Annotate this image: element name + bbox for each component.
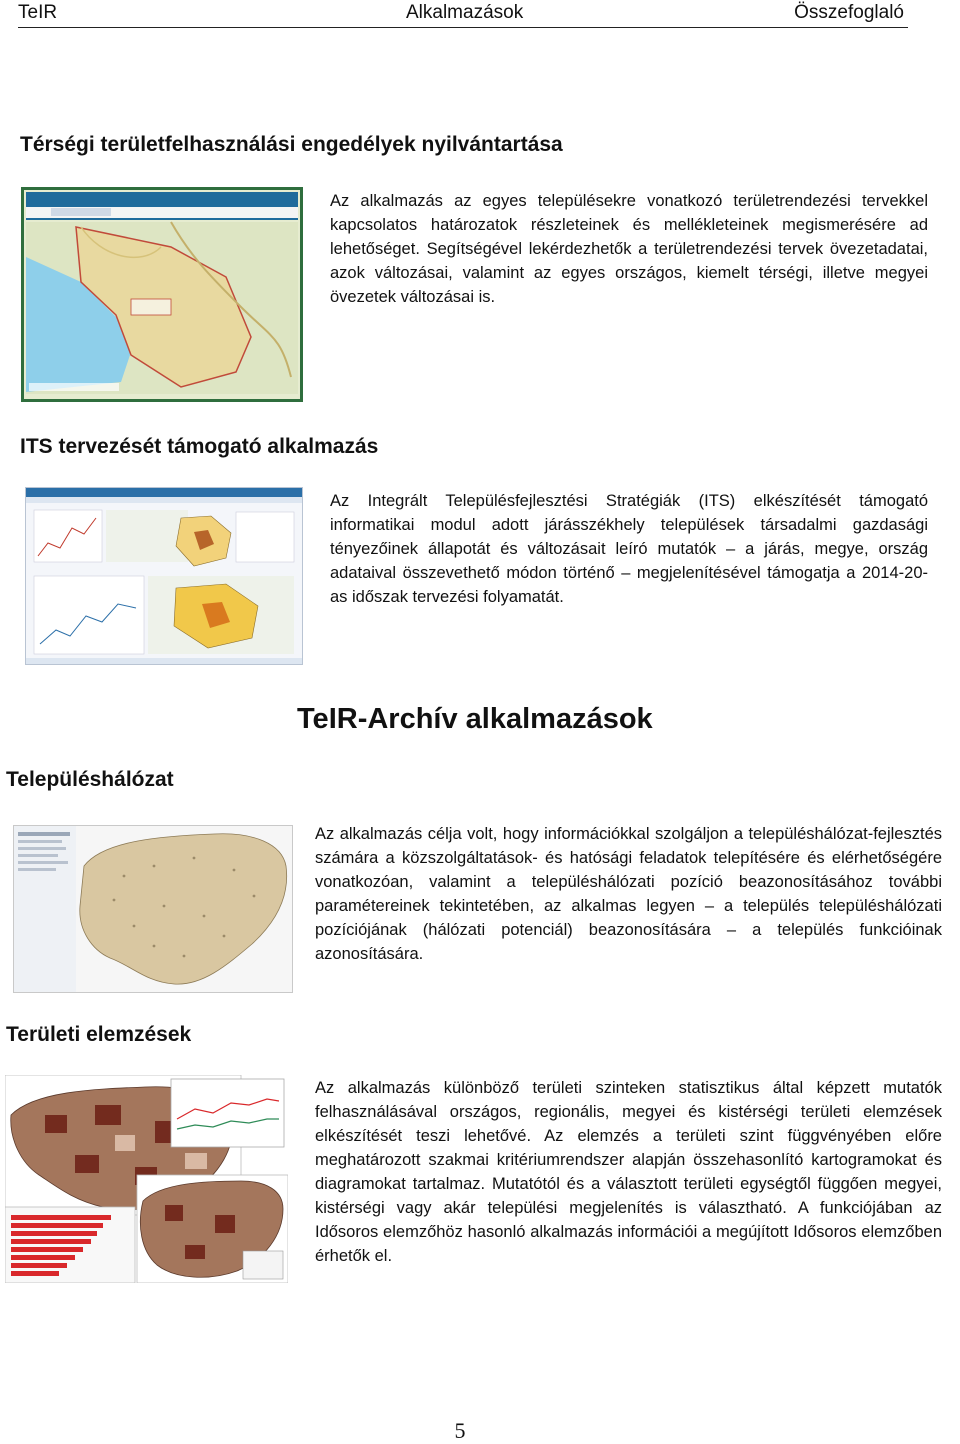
header-left-text: TeIR bbox=[18, 2, 58, 23]
running-header bbox=[18, 0, 908, 28]
section-text-regional-analysis: Az alkalmazás különböző területi szinteken statisztikus által képzett mutatók felhasználásával országos, regionális, megyei és kistérségi területi elemzések elkészítését teszi lehetővé. Az elemzés a területi szint függvényében előre meghatározott szakmai kritériumrendszer alapján összehasonlító kartogramokat és diagramokat tartalmaz. Mutatótól és a választott területi egységtől függően megyei, kistérségi vagy akár települési megjelenítés is választható. A funkciójában az Idősoros elemzőhöz hasonló alkalmazás információi a megújított Idősoros elemzőben érhetők el. bbox=[315, 1079, 942, 1265]
regional-analysis-screenshot bbox=[5, 1075, 288, 1283]
zoning-map-screenshot bbox=[21, 187, 303, 402]
section-text-zoning-permits: Az alkalmazás az egyes településekre vonatkozó területrendezési tervekkel kapcsolatos határozatok részleteinek és mellékleteinek megismerésére ad lehetőséget. Segítségével lekérdezhetők a területrendezési tervek övezetadatai, azok változásai, valamint az egyes országos, kiemelt térségi, illetve megyei övezetek változásai is. bbox=[330, 192, 928, 306]
section-text-settlement-network: Az alkalmazás célja volt, hogy információkkal szolgáljon a településhálózat-fejlesztés számára a közszolgáltatások- és hatósági feladatok telepítésére és elérhetőségére vonatkozóan, valamint a településhálózati pozíció beazonosításához további paramétereinek tekintetében, az alkalmas legyen – a település településhálózati pozíciójának (hálózati potenciál) beazonosítására – a település funkcióinak azonosítására. bbox=[315, 825, 942, 963]
archive-heading: TeIR-Archív alkalmazások bbox=[297, 703, 653, 735]
section-title-zoning-permits: Térségi területfelhasználási engedélyek nyilvántartása bbox=[20, 133, 563, 156]
settlement-network-screenshot bbox=[13, 825, 293, 993]
page-number: 5 bbox=[454, 1418, 466, 1443]
section-text-its-application: Az Integrált Településfejlesztési Stratégiák (ITS) elkészítését támogató informatikai modul adott járásszékhely települések társadalmi gazdasági tényezőinek állapotát és változásait leíró mutatók – a járás, megye, ország adataival összevethető módon történő – megjelenítésével támogatja a 2014-20-as időszak tervezési folyamatát. bbox=[330, 492, 928, 606]
its-app-screenshot bbox=[25, 487, 303, 665]
header-right-text: Összefoglaló bbox=[794, 2, 904, 23]
section-title-its-application: ITS tervezését támogató alkalmazás bbox=[20, 435, 379, 458]
section-title-regional-analysis: Területi elemzések bbox=[6, 1023, 192, 1046]
section-title-settlement-network: Településhálózat bbox=[6, 768, 174, 791]
header-center-text: Alkalmazások bbox=[406, 2, 524, 23]
